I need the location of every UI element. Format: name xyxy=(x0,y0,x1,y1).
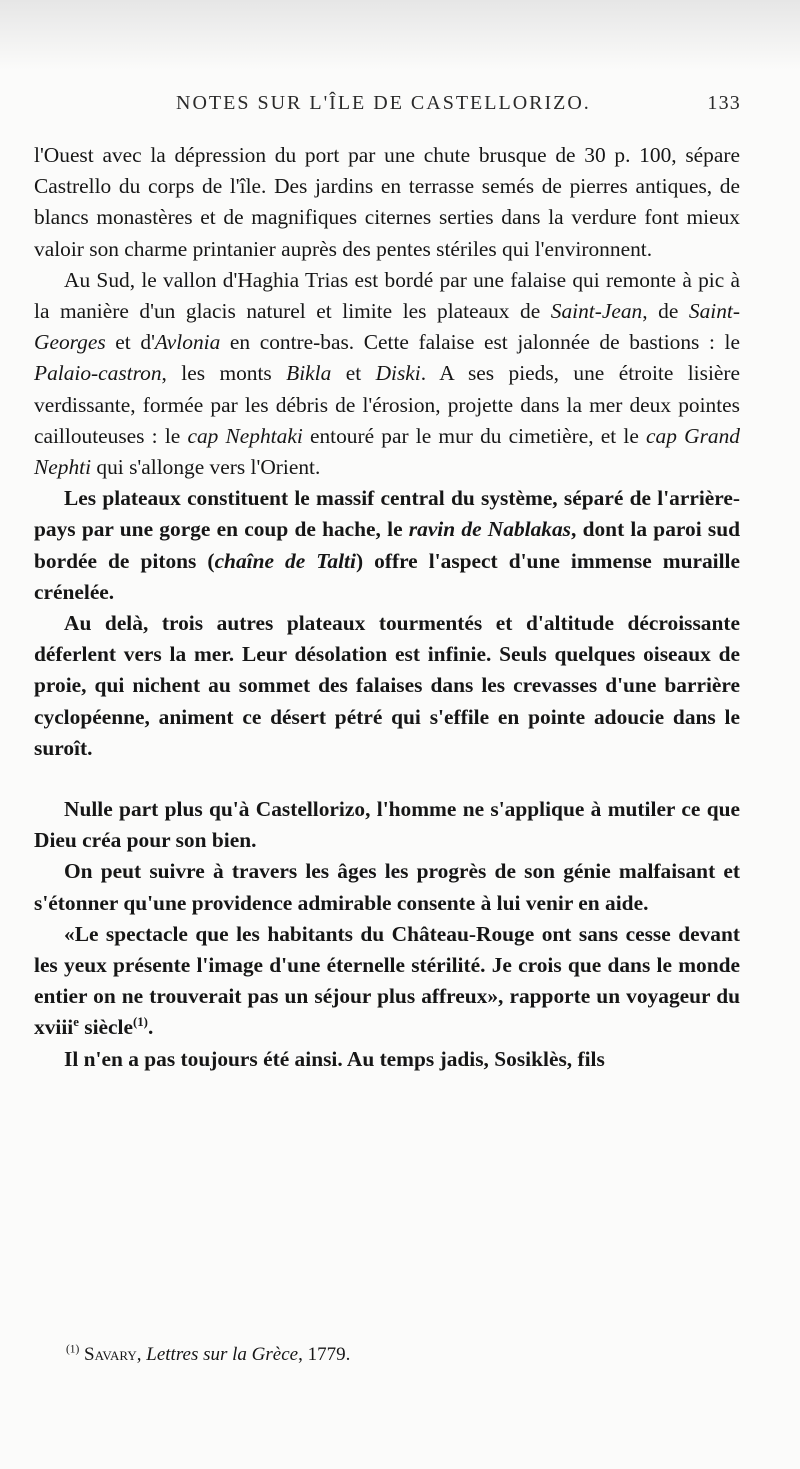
paragraph-3: Les plateaux constituent le massif central du système, séparé de l'arrière-pays par une gorge en coup de hache, le ravin de Nablakas, dont la paroi sud bordée de pitons (chaîne de Talti) offre l'aspect d'une immense muraille crénelée. xyxy=(34,486,740,604)
footnote-marker: (1) xyxy=(66,1343,80,1356)
footnote-author: Savary xyxy=(84,1344,137,1365)
paragraph-7: «Le spectacle que les habitants du Château-Rouge ont sans cesse devant les yeux présente l'image d'une éternelle stérilité. Je crois que dans le monde entier on ne trouverait pas un séjour plus affreux», rapporte un voyageur du xviii$^e$ siècle$^{(1)}$. xyxy=(34,921,740,1040)
paragraph-4: Au delà, trois autres plateaux tourmentés et d'altitude décroissante déferlent vers la mer. Leur désolation est infinie. Seuls quelques oiseaux de proie, qui nichent au sommet des falaises dans les crevasses d'une barrière cyclopéenne, animent ce désert pétré qui s'effile en pointe adoucie dans le suroît. xyxy=(34,611,740,760)
paragraph-6: On peut suivre à travers les âges les progrès de son génie malfaisant et s'étonner qu'une providence admirable consente à lui venir en aide. xyxy=(34,859,740,915)
footnote: $^{(1)}$ Savary, Lettres sur la Grèce, 1779. xyxy=(66,1343,351,1365)
page-header xyxy=(176,92,741,115)
paragraph-5: Nulle part plus qu'à Castellorizo, l'homme ne s'applique à mutiler ce que Dieu créa pour son bien. xyxy=(34,797,740,853)
paragraph-2: Au Sud, le vallon d'Haghia Trias est bordé par une falaise qui remonte à pic à la manière d'un glacis naturel et limite les plateaux de Saint-Jean, de Saint-Georges et d'Avlonia en contre-bas. Cette falaise est jalonnée de bastions : le Palaio-castron, les monts Bikla et Diski. A ses pieds, une étroite lisière verdissante, formée par les débris de l'érosion, projette dans la mer deux pointes caillouteuses : le cap Nephtaki entouré par le mur du cimetière, et le cap Grand Nephti qui s'allonge vers l'Orient. xyxy=(34,267,741,480)
paragraph-8: Il n'en a pas toujours été ainsi. Au temps jadis, Sosiklès, fils xyxy=(64,1046,605,1071)
footnote-reference: (1) xyxy=(132,1015,148,1030)
body-text xyxy=(34,140,740,1075)
running-title: NOTES SUR L'ÎLE DE CASTELLORIZO. xyxy=(176,92,591,114)
page-number: 133 xyxy=(707,92,741,114)
footnote-year: , 1779. xyxy=(298,1344,351,1365)
section-gap xyxy=(34,764,740,794)
paragraph-1: l'Ouest avec la dépression du port par une chute brusque de 30 p. 100, sépare Castrello du corps de l'île. Des jardins en terrasse semés de pierres antiques, de blancs monastères et de magnifiques citernes serties dans la verdure font mieux valoir son charme printanier auprès des pentes stériles qui l'environnent. xyxy=(34,143,740,261)
footnote-title: Lettres sur la Grèce xyxy=(146,1344,299,1365)
